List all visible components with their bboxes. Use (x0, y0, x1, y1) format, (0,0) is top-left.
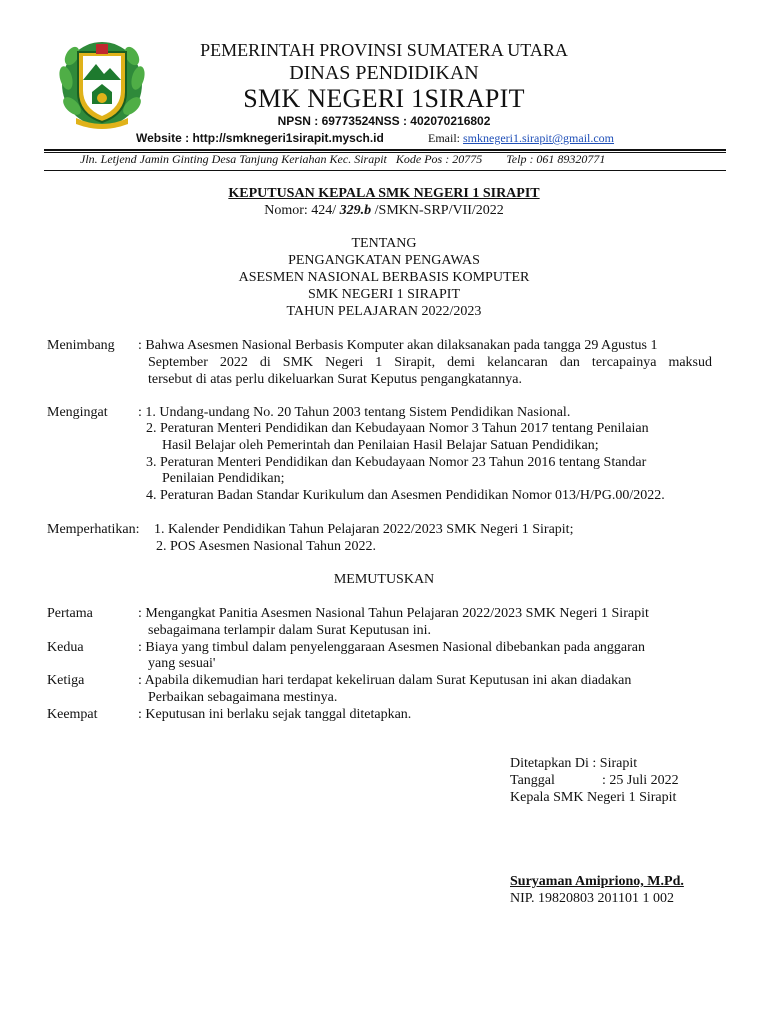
keempat-label: Keempat (47, 707, 98, 722)
decree-number (0, 203, 768, 219)
signature-date-value: : 25 Juli 2022 (602, 773, 679, 788)
signature-date-label: Tanggal (510, 773, 555, 788)
memperhatikan-line: 1. Kalender Pendidikan Tahun Pelajaran 2022/2023 SMK Negeri 1 Sirapit; (154, 522, 574, 537)
kop-department: DINAS PENDIDIKAN (289, 62, 479, 84)
subject-line: PENGANGKATAN PENGAWAS (288, 253, 480, 268)
mengingat-line: Penilaian Pendidikan; (162, 471, 285, 486)
signature-place: Ditetapkan Di : Sirapit (510, 756, 638, 771)
menimbang-line: September 2022 di SMK Negeri 1 Sirapit, demi kelancaran dan tercapainya maksud (148, 355, 712, 370)
menimbang-label: Menimbang (47, 338, 115, 353)
pertama-line: : Mengangkat Panitia Asesmen Nasional Tahun Pelajaran 2022/2023 SMK Negeri 1 Sirapit (138, 606, 649, 621)
signature-position: Kepala SMK Negeri 1 Sirapit (510, 790, 677, 805)
kop-address-divider (44, 170, 726, 171)
pertama-line: sebagaimana terlampir dalam Surat Keputusan ini. (148, 623, 432, 638)
kop-website[interactable]: Website : http://smknegeri1sirapit.mysch.id (136, 131, 384, 145)
decree-title: KEPUTUSAN KEPALA SMK NEGERI 1 SIRAPIT (228, 186, 540, 201)
decree-number-suffix: /SMKN-SRP/VII/2022 (371, 203, 504, 218)
kop-address: Jln. Letjend Jamin Ginting Desa Tanjung Keriahan Kec. Sirapit Kode Pos : 20775 Telp : 061 89320771 (80, 152, 606, 166)
decree-number-prefix: Nomor: 424/ (264, 203, 340, 218)
mengingat-line: 3. Peraturan Menteri Pendidikan dan Kebudayaan Nomor 23 Tahun 2016 tentang Standar (146, 455, 647, 470)
ketiga-line: : Apabila dikemudian hari terdapat kekeliruan dalam Surat Keputusan ini akan diadakan (138, 673, 632, 688)
kop-email-link[interactable]: smknegeri1.sirapit@gmail.com (463, 131, 615, 145)
mengingat-line: : 1. Undang-undang No. 20 Tahun 2003 tentang Sistem Pendidikan Nasional. (138, 405, 571, 420)
ketiga-label: Ketiga (47, 673, 85, 688)
subject-line: TAHUN PELAJARAN 2022/2023 (286, 304, 482, 319)
signatory-name: Suryaman Amipriono, M.Pd. (510, 874, 684, 889)
decree-number-bold: 329.b (339, 203, 372, 218)
mengingat-line: 2. Peraturan Menteri Pendidikan dan Kebudayaan Nomor 3 Tahun 2017 tentang Penilaian (146, 421, 649, 436)
mengingat-line: 4. Peraturan Badan Standar Kurikulum dan Asesmen Pendidikan Nomor 013/H/PG.00/2022. (146, 488, 665, 503)
kedua-line: : Biaya yang timbul dalam penyelenggaraan Asesmen Nasional dibebankan pada anggaran (138, 640, 645, 655)
pertama-label: Pertama (47, 606, 93, 621)
subject-line: TENTANG (351, 236, 417, 251)
mengingat-line: Hasil Belajar oleh Pemerintah dan Penilaian Hasil Belajar Satuan Pendidikan; (162, 438, 599, 453)
subject-line: SMK NEGERI 1 SIRAPIT (307, 287, 461, 302)
kop-school-name: SMK NEGERI 1SIRAPIT (243, 84, 525, 113)
menimbang-line: : Bahwa Asesmen Nasional Berbasis Komputer akan dilaksanakan pada tangga 29 Agustus 1 (138, 338, 658, 353)
kop-email-row (428, 131, 614, 146)
kop-government: PEMERINTAH PROVINSI SUMATERA UTARA (200, 40, 568, 60)
subject-line: ASESMEN NASIONAL BERBASIS KOMPUTER (238, 270, 530, 285)
keempat-line: : Keputusan ini berlaku sejak tanggal ditetapkan. (138, 707, 412, 722)
mengingat-label: Mengingat (47, 405, 108, 420)
signatory-nip: NIP. 19820803 201101 1 002 (510, 891, 674, 906)
ketiga-line: Perbaikan sebagaimana mestinya. (148, 690, 338, 705)
kedua-line: yang sesuai' (148, 656, 216, 671)
kop-email-label: Email: (428, 131, 460, 145)
memperhatikan-label: Memperhatikan: (47, 522, 140, 537)
menimbang-line: tersebut di atas perlu dikeluarkan Surat Keputus pengangkatannya. (148, 372, 522, 387)
memperhatikan-line: 2. POS Asesmen Nasional Tahun 2022. (156, 539, 377, 554)
kop-npsn: NPSN : 69773524NSS : 402070216802 (277, 114, 491, 128)
memutuskan-heading: MEMUTUSKAN (333, 572, 435, 587)
kop-divider-thick (44, 149, 726, 151)
kedua-label: Kedua (47, 640, 84, 655)
